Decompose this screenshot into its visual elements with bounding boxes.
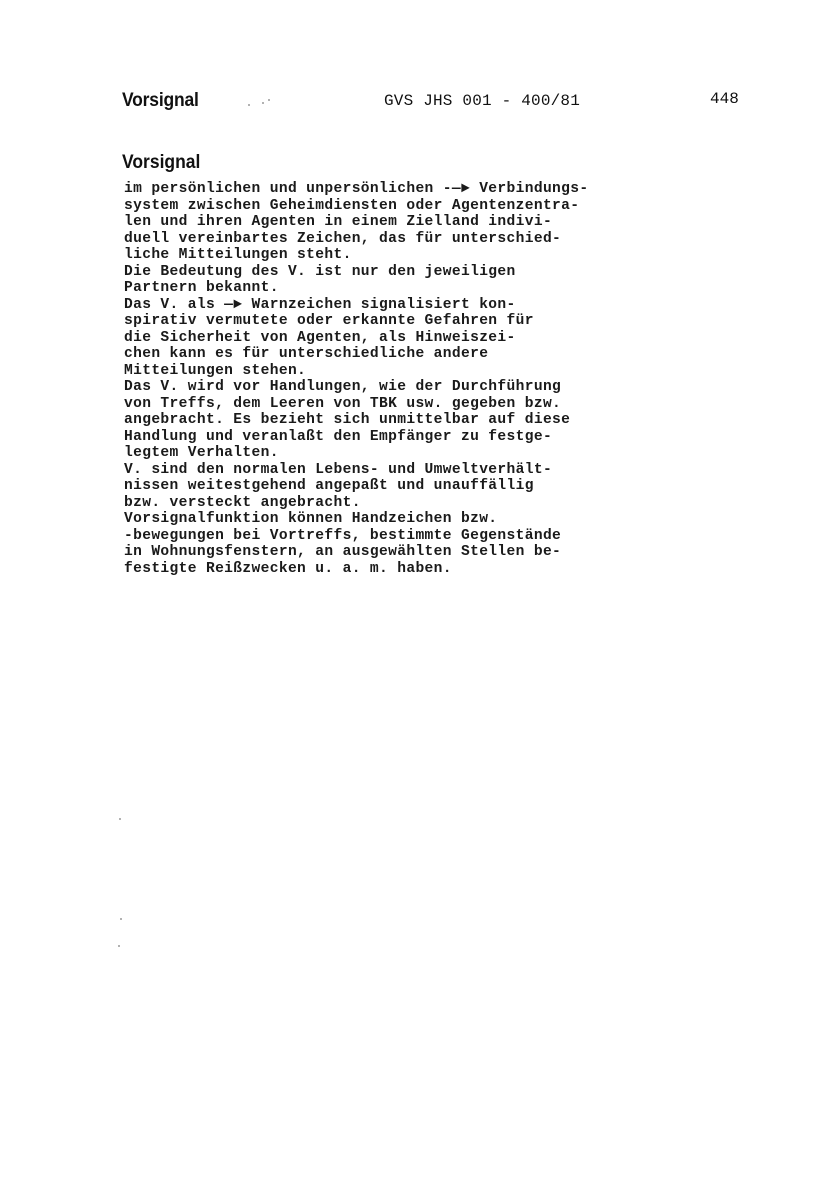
body-line: chen kann es für unterschiedliche andere: [124, 346, 489, 362]
body-line: von Treffs, dem Leeren von TBK usw. gegeben bzw.: [124, 395, 562, 412]
entry-body: [124, 181, 684, 577]
body-line: Handlung und veranlaßt den Empfänger zu festge-: [124, 428, 553, 445]
body-line: Partnern bekannt.: [124, 280, 279, 296]
scan-speck: [268, 99, 270, 101]
body-line: liche Mitteilungen steht.: [124, 247, 352, 263]
body-line: -bewegungen bei Vortreffs, bestimmte Gegenstände: [124, 527, 562, 544]
body-line: festigte Reißzwecken u. a. m. haben.: [124, 560, 452, 577]
scan-speck: [120, 918, 122, 920]
body-line: nissen weitestgehend angepaßt und unauffällig: [124, 478, 534, 494]
body-line: die Sicherheit von Agenten, als Hinweiszei-: [124, 329, 516, 346]
scan-speck: [248, 104, 250, 106]
body-line: spirativ vermutete oder erkannte Gefahren für: [124, 313, 534, 329]
page-header: [122, 90, 742, 120]
scan-speck: [262, 102, 264, 104]
body-line: Die Bedeutung des V. ist nur den jeweiligen: [124, 263, 516, 280]
document-reference: GVS JHS 001 - 400/81: [384, 92, 581, 110]
scan-speck: [118, 945, 120, 947]
body-line: in Wohnungsfenstern, an ausgewählten Stellen be-: [124, 544, 562, 560]
body-line: len und ihren Agenten in einem Zielland indivi-: [124, 214, 553, 230]
page-number: 448: [710, 90, 739, 108]
body-line: system zwischen Geheimdiensten oder Agentenzentra-: [124, 197, 580, 214]
body-line: im persönlichen und unpersönlichen -—► Verbindungs-: [124, 181, 589, 197]
body-line: legtem Verhalten.: [124, 445, 279, 461]
body-line: duell vereinbartes Zeichen, das für unterschied-: [124, 230, 562, 247]
running-head: Vorsignal: [122, 90, 199, 111]
scan-speck: [119, 818, 121, 820]
body-line: bzw. versteckt angebracht.: [124, 494, 361, 511]
body-line: angebracht. Es bezieht sich unmittelbar auf diese: [124, 412, 571, 428]
body-line: Mitteilungen stehen.: [124, 362, 307, 379]
entry-title: Vorsignal: [122, 152, 201, 173]
body-line: Das V. als —► Warnzeichen signalisiert kon-: [124, 296, 516, 313]
body-line: Das V. wird vor Handlungen, wie der Durchführung: [124, 379, 562, 395]
body-line: V. sind den normalen Lebens- und Umweltverhält-: [124, 461, 553, 478]
body-line: Vorsignalfunktion können Handzeichen bzw.: [124, 511, 498, 527]
